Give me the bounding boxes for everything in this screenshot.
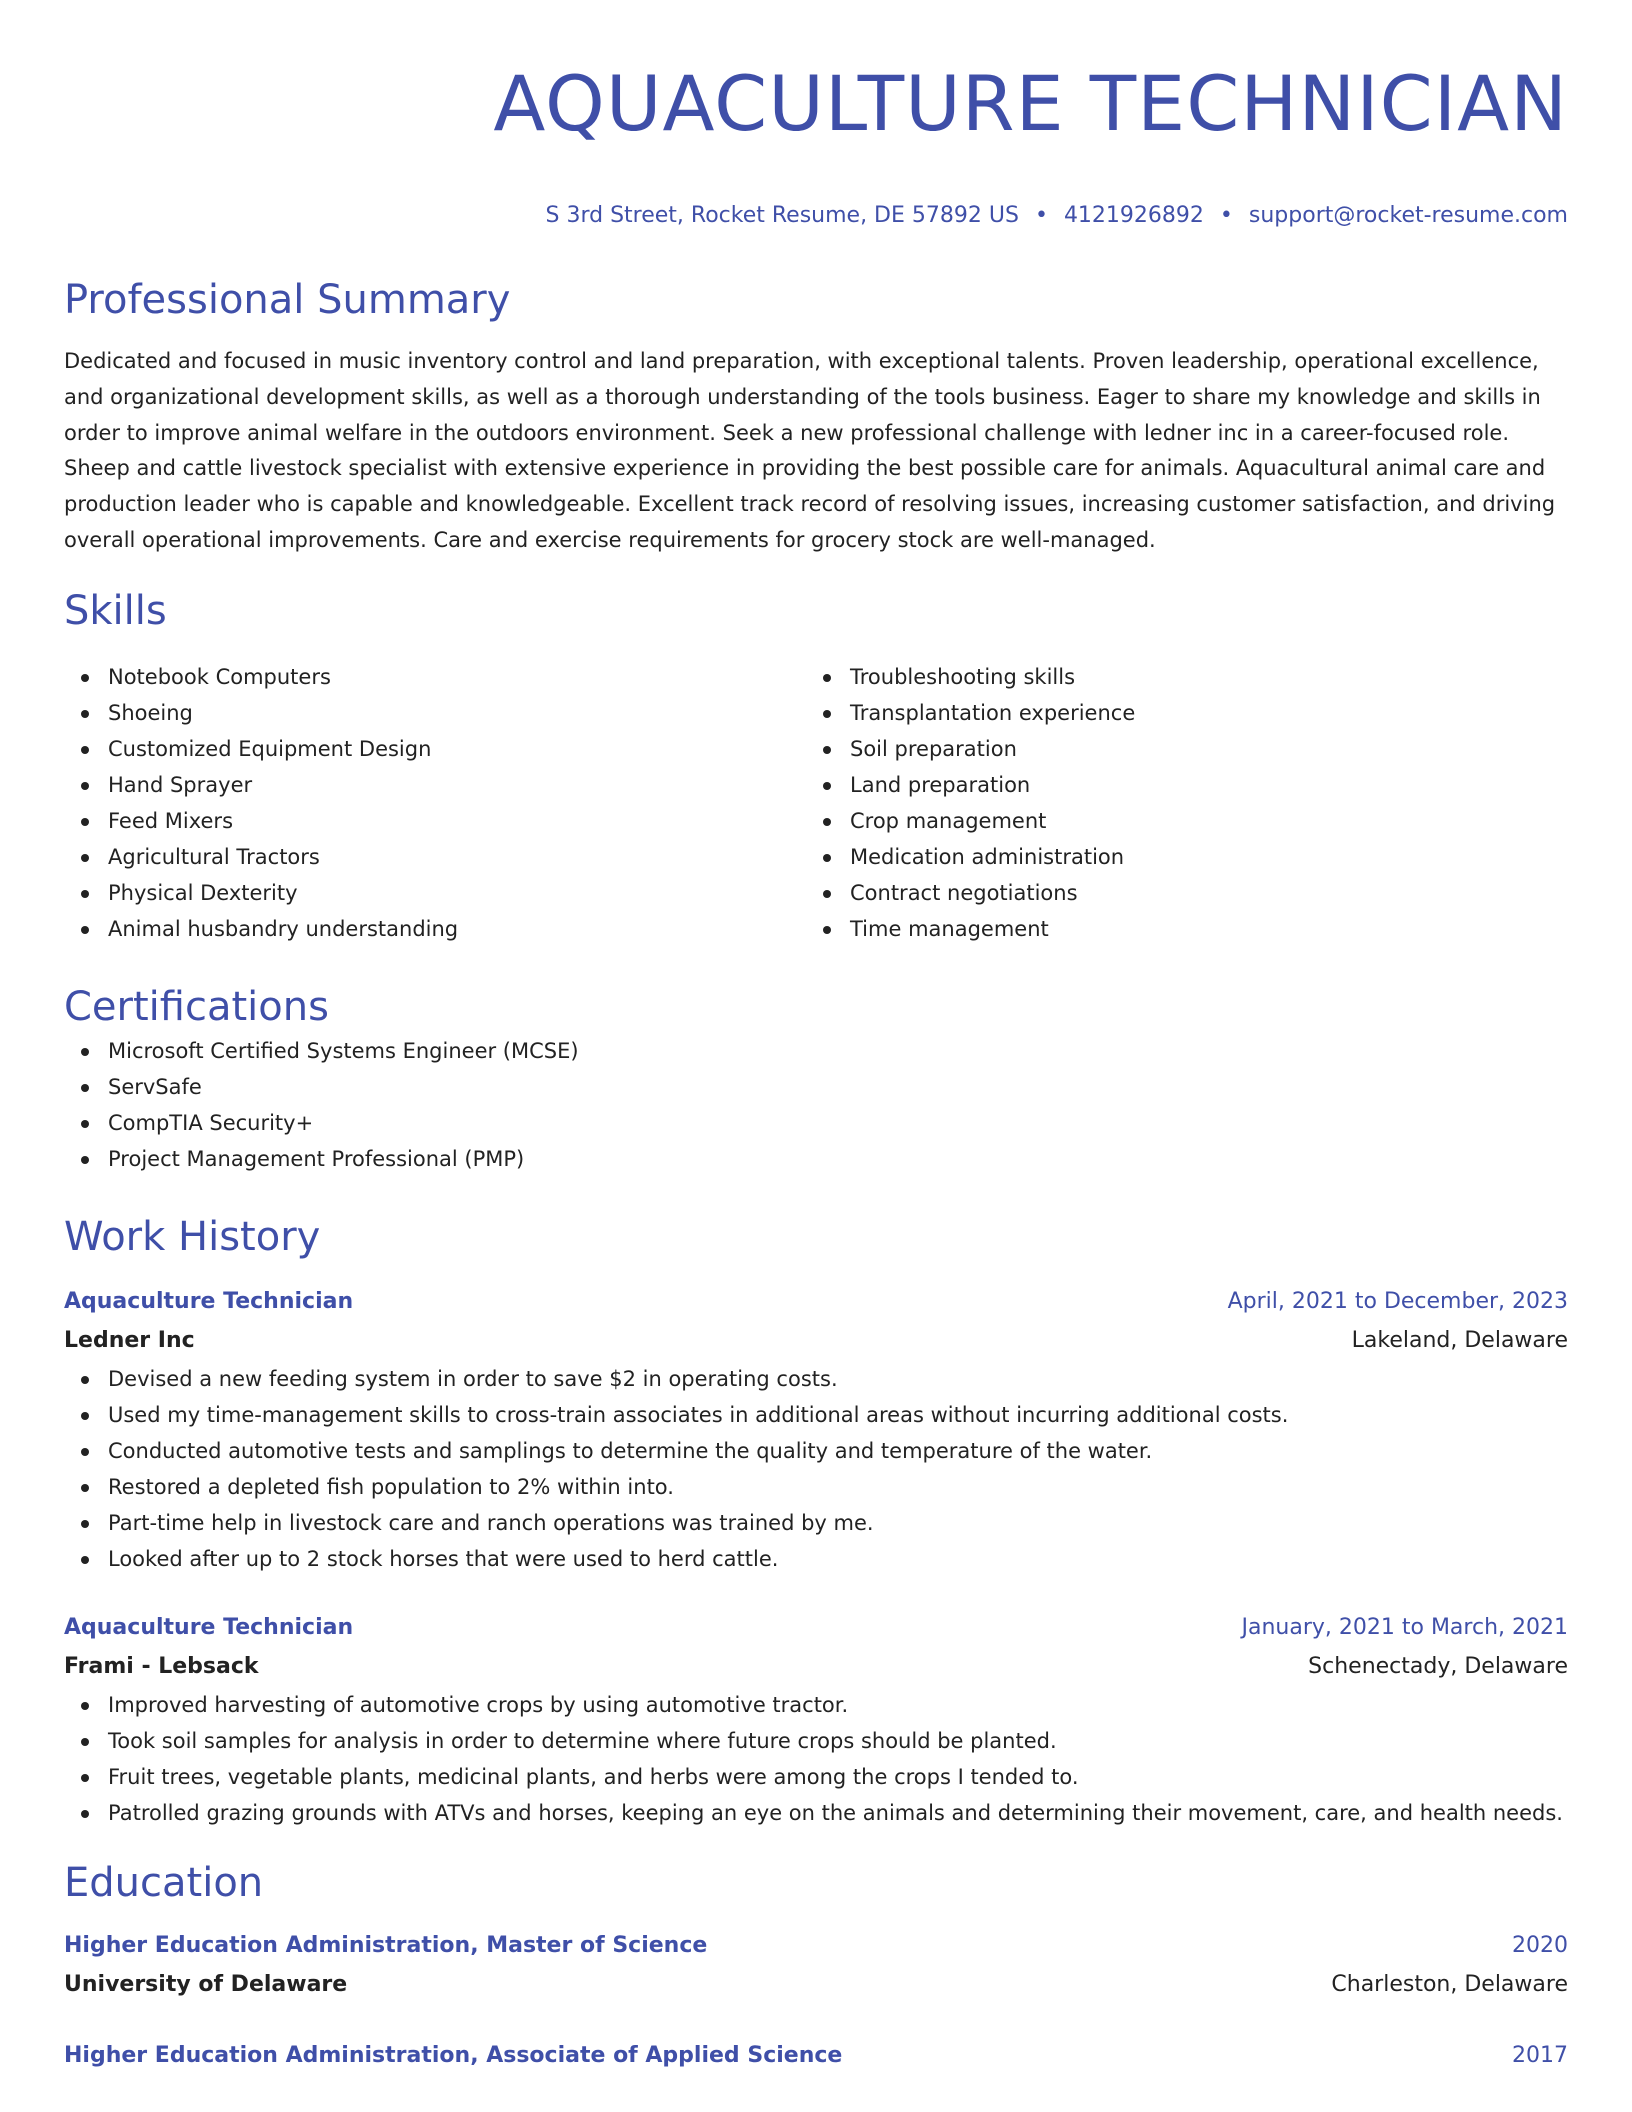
job-header-row <box>64 1609 1568 1647</box>
skill-label: Medication administration <box>850 844 1125 869</box>
job-entry <box>64 1609 1568 1831</box>
bullet-dot <box>81 890 89 898</box>
list-item <box>806 767 1548 803</box>
email-address: support@rocket-resume.com <box>1248 203 1568 228</box>
job-location: Lakeland, Delaware <box>1351 1327 1568 1353</box>
bullet-dot <box>81 1376 89 1384</box>
duty-text: Patrolled grazing grounds with ATVs and horses, keeping an eye on the animals and determining their movement, care, and health needs. <box>108 1800 1563 1825</box>
list-item <box>64 695 806 731</box>
list-item <box>64 1759 1568 1795</box>
skill-label: Agricultural Tractors <box>108 844 320 869</box>
bullet-dot <box>81 746 89 754</box>
section-heading: Skills <box>64 587 167 634</box>
skill-label: Soil preparation <box>850 736 1017 761</box>
duty-text: Part-time help in livestock care and ranch operations was trained by me. <box>108 1510 874 1535</box>
list-item <box>64 839 806 875</box>
list-item <box>64 1033 1568 1069</box>
job-dates: January, 2021 to March, 2021 <box>1241 1614 1568 1640</box>
certification-label: CompTIA Security+ <box>108 1110 314 1135</box>
bullet-dot <box>81 854 89 862</box>
candidate-title: AQUACULTURE TECHNICIAN <box>493 59 1568 148</box>
skill-label: Physical Dexterity <box>108 880 298 905</box>
skill-label: Time management <box>850 916 1049 941</box>
certification-label: ServSafe <box>108 1074 202 1099</box>
skill-label: Transplantation experience <box>850 700 1136 725</box>
graduation-year: 2020 <box>1512 1932 1568 1958</box>
summary-section <box>64 274 1568 559</box>
company-name: Ledner Inc <box>64 1327 195 1353</box>
job-duties-list <box>64 1687 1568 1831</box>
bullet-separator: • <box>1034 203 1048 228</box>
list-item <box>806 875 1548 911</box>
list-item <box>64 1469 1568 1505</box>
skill-label: Notebook Computers <box>108 664 331 689</box>
education-school-row <box>64 1965 1568 2005</box>
duty-text: Fruit trees, vegetable plants, medicinal plants, and herbs were among the crops I tended to. <box>108 1764 1079 1789</box>
job-dates: April, 2021 to December, 2023 <box>1227 1288 1568 1314</box>
list-item <box>64 1433 1568 1469</box>
bullet-dot <box>81 926 89 934</box>
list-item <box>64 1069 1568 1105</box>
bullet-dot <box>81 1412 89 1420</box>
bullet-dot <box>81 1048 89 1056</box>
list-item <box>64 731 806 767</box>
skills-list <box>806 659 1548 947</box>
education-entry <box>64 1927 1568 2005</box>
duty-text: Looked after up to 2 stock horses that were used to herd cattle. <box>108 1546 779 1571</box>
skill-label: Customized Equipment Design <box>108 736 432 761</box>
duty-text: Devised a new feeding system in order to save $2 in operating costs. <box>108 1366 838 1391</box>
school-location: Charleston, Delaware <box>1331 1971 1568 1997</box>
list-item <box>806 803 1548 839</box>
contact-line <box>64 200 1568 232</box>
list-item <box>806 839 1548 875</box>
skill-label: Land preparation <box>850 772 1031 797</box>
bullet-dot <box>823 890 831 898</box>
list-item <box>64 1795 1568 1831</box>
section-heading: Work History <box>64 1213 321 1260</box>
bullet-dot <box>823 674 831 682</box>
skill-label: Animal husbandry understanding <box>108 916 459 941</box>
bullet-dot <box>81 1702 89 1710</box>
list-item <box>64 875 806 911</box>
address: S 3rd Street, Rocket Resume, DE 57892 US <box>545 203 1019 228</box>
duty-text: Improved harvesting of automotive crops by using automotive tractor. <box>108 1692 849 1717</box>
bullet-dot <box>81 1484 89 1492</box>
list-item <box>64 1687 1568 1723</box>
phone-number: 4121926892 <box>1063 203 1204 228</box>
duty-text: Used my time-management skills to cross-train associates in additional areas without incurring additional costs. <box>108 1402 1289 1427</box>
work-history-section <box>64 1211 1568 1831</box>
duty-text: Restored a depleted fish population to 2% within into. <box>108 1474 674 1499</box>
duty-text: Took soil samples for analysis in order to determine where future crops should be planted. <box>108 1728 1057 1753</box>
skills-list <box>64 659 806 947</box>
job-company-row <box>64 1321 1568 1361</box>
list-item <box>806 911 1548 947</box>
education-entry <box>64 2037 1568 2075</box>
bullet-dot <box>81 1810 89 1818</box>
education-header-row <box>64 1927 1568 1965</box>
certification-label: Microsoft Certified Systems Engineer (MCSE) <box>108 1038 579 1063</box>
bullet-separator: • <box>1219 203 1233 228</box>
skills-column-right <box>806 659 1548 947</box>
list-item <box>64 1141 1568 1177</box>
graduation-year: 2017 <box>1512 2042 1568 2068</box>
list-item <box>64 767 806 803</box>
job-header-row <box>64 1283 1568 1321</box>
bullet-dot <box>81 710 89 718</box>
bullet-dot <box>823 746 831 754</box>
list-item <box>64 1505 1568 1541</box>
summary-text: Dedicated and focused in music inventory control and land preparation, with exceptional talents. Proven leadership, operational excellence, and organizational development skills, as well as a thorough understanding of the tools business. Eager to share my knowledge and skills in order to improve animal welfare in the outdoors environment. Seek a new professional challenge with ledner inc in a career-focused role. Sheep and cattle livestock specialist with extensive experience in providing the best possible care for animals. Aquacultural animal care and production leader who is capable and knowledgeable. Excellent track record of resolving issues, increasing customer satisfaction, and driving overall operational improvements. Care and exercise requirements for grocery stock are well-managed. <box>64 349 1556 552</box>
list-item <box>806 659 1548 695</box>
bullet-dot <box>81 1556 89 1564</box>
job-entry <box>64 1283 1568 1577</box>
section-heading: Professional Summary <box>64 277 511 323</box>
duty-text: Conducted automotive tests and samplings to determine the quality and temperature of the water. <box>108 1438 1153 1463</box>
bullet-dot <box>81 1738 89 1746</box>
list-item <box>64 1397 1568 1433</box>
list-item <box>64 1105 1568 1141</box>
job-location: Schenectady, Delaware <box>1308 1653 1568 1679</box>
bullet-dot <box>81 782 89 790</box>
skills-grid <box>64 659 1568 947</box>
list-item <box>64 1361 1568 1397</box>
skill-label: Contract negotiations <box>850 880 1078 905</box>
bullet-dot <box>81 674 89 682</box>
bullet-dot <box>823 782 831 790</box>
bullet-dot <box>81 818 89 826</box>
bullet-dot <box>81 1448 89 1456</box>
resume-header <box>64 56 1568 232</box>
list-item <box>64 1723 1568 1759</box>
bullet-dot <box>81 1774 89 1782</box>
job-title: Aquaculture Technician <box>64 1614 354 1640</box>
list-item <box>64 659 806 695</box>
list-item <box>64 1541 1568 1577</box>
skills-section <box>64 585 1568 947</box>
degree-name: Higher Education Administration, Associate of Applied Science <box>64 2042 843 2068</box>
skill-label: Hand Sprayer <box>108 772 253 797</box>
bullet-dot <box>823 926 831 934</box>
bullet-dot <box>823 854 831 862</box>
list-item <box>806 695 1548 731</box>
bullet-dot <box>81 1156 89 1164</box>
list-item <box>806 731 1548 767</box>
degree-name: Higher Education Administration, Master of Science <box>64 1932 708 1958</box>
job-duties-list <box>64 1361 1568 1577</box>
job-company-row <box>64 1647 1568 1687</box>
skill-label: Shoeing <box>108 700 193 725</box>
certifications-section <box>64 981 1568 1177</box>
section-heading: Certifications <box>64 983 329 1030</box>
list-item <box>64 803 806 839</box>
company-name: Frami - Lebsack <box>64 1653 259 1679</box>
skill-label: Feed Mixers <box>108 808 234 833</box>
skills-column-left <box>64 659 806 947</box>
bullet-dot <box>823 818 831 826</box>
certification-label: Project Management Professional (PMP) <box>108 1146 525 1171</box>
bullet-dot <box>823 710 831 718</box>
list-item <box>64 911 806 947</box>
bullet-dot <box>81 1120 89 1128</box>
school-name: University of Delaware <box>64 1971 348 1997</box>
bullet-dot <box>81 1520 89 1528</box>
education-header-row <box>64 2037 1568 2075</box>
job-title: Aquaculture Technician <box>64 1288 354 1314</box>
education-section <box>64 1857 1568 2075</box>
skill-label: Crop management <box>850 808 1047 833</box>
section-heading: Education <box>64 1859 264 1906</box>
bullet-dot <box>81 1084 89 1092</box>
skill-label: Troubleshooting skills <box>850 664 1076 689</box>
certifications-list <box>64 1033 1568 1177</box>
